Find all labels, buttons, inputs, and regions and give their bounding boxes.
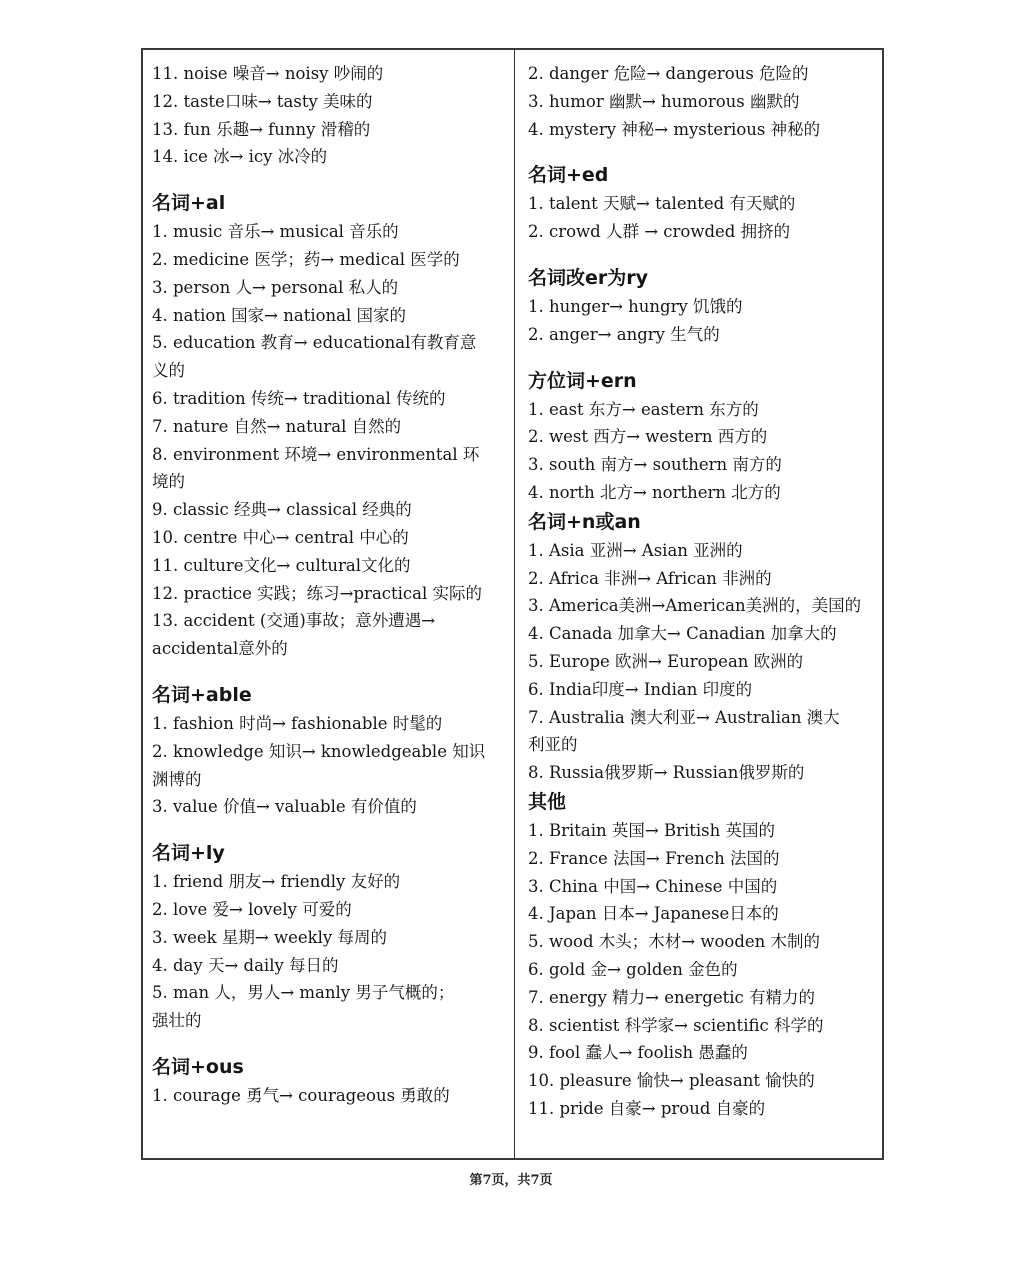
right-column — [528, 60, 878, 1123]
vocab-line: 2. danger 危险→ dangerous 危险的 — [528, 64, 809, 83]
vocab-line: 8. Russia俄罗斯→ Russian俄罗斯的 — [528, 763, 805, 783]
vocab-line: 2. love 爱→ lovely 可爱的 — [152, 899, 352, 919]
vocab-line: 4. Japan 日本→ Japanese日本的 — [528, 904, 779, 924]
vocab-line: 渊博的 — [152, 769, 202, 789]
vocab-line: 3. south 南方→ southern 南方的 — [528, 455, 782, 475]
vocab-line: accidental意外的 — [152, 639, 288, 659]
vocab-line: 4. day 天→ daily 每日的 — [152, 955, 339, 975]
vocab-line: 6. India印度→ Indian 印度的 — [528, 679, 753, 699]
vocab-line: 6. gold 金→ golden 金色的 — [528, 959, 738, 979]
section-heading: 名词+al — [152, 192, 226, 215]
vocab-line: 4. mystery 神秘→ mysterious 神秘的 — [528, 119, 821, 139]
vocab-line: 4. north 北方→ northern 北方的 — [528, 482, 781, 502]
vocab-line: 3. America美洲→American美洲的，美国的 — [528, 596, 862, 616]
section-heading: 名词改er为ry — [528, 266, 649, 289]
page-frame — [141, 48, 884, 1160]
vocab-line: 3. humor 幽默→ humorous 幽默的 — [528, 91, 800, 111]
vocab-line: 2. anger→ angry 生气的 — [528, 324, 720, 344]
column-divider — [514, 50, 515, 1158]
vocab-line: 7. Australia 澳大利亚→ Australian 澳大 — [528, 707, 840, 727]
vocab-line: 13. fun 乐趣→ funny 滑稽的 — [152, 119, 371, 139]
vocab-line: 境的 — [152, 472, 185, 492]
vocab-line: 13. accident (交通)事故；意外遭遇→ — [152, 611, 436, 631]
vocab-line: 8. environment 环境→ environmental 环 — [152, 444, 480, 464]
vocab-line: 利亚的 — [528, 735, 578, 755]
section-heading: 名词+ly — [152, 842, 225, 865]
vocab-line: 2. medicine 医学；药→ medical 医学的 — [152, 249, 460, 269]
vocab-line: 8. scientist 科学家→ scientific 科学的 — [528, 1015, 824, 1035]
vocab-line: 2. west 西方→ western 西方的 — [528, 427, 768, 447]
vocab-line: 1. hunger→ hungry 饥饿的 — [528, 296, 743, 316]
vocab-line: 1. east 东方→ eastern 东方的 — [528, 399, 759, 419]
section-heading: 名词+ous — [152, 1055, 244, 1078]
page-footer: 第7页，共7页 — [469, 1173, 553, 1188]
section-heading: 名词+n或an — [528, 510, 641, 533]
vocab-line: 11. pride 自豪→ proud 自豪的 — [528, 1098, 766, 1118]
vocab-line: 11. culture文化→ cultural文化的 — [152, 555, 411, 575]
vocab-line: 1. talent 天赋→ talented 有天赋的 — [528, 194, 796, 214]
vocab-line: 2. Africa 非洲→ African 非洲的 — [528, 568, 772, 588]
vocab-line: 3. China 中国→ Chinese 中国的 — [528, 876, 778, 896]
section-heading: 名词+ed — [528, 164, 609, 187]
vocab-line: 1. Britain 英国→ British 英国的 — [528, 820, 776, 840]
vocab-line: 5. man 人，男人→ manly 男子气概的； — [152, 983, 455, 1003]
vocab-line: 1. fashion 时尚→ fashionable 时髦的 — [152, 713, 443, 733]
vocab-line: 强壮的 — [152, 1011, 202, 1031]
vocab-line: 1. music 音乐→ musical 音乐的 — [152, 222, 399, 242]
left-column — [152, 60, 504, 1110]
vocab-line: 3. person 人→ personal 私人的 — [152, 277, 399, 297]
vocab-line: 3. value 价值→ valuable 有价值的 — [152, 797, 417, 817]
vocab-line: 7. energy 精力→ energetic 有精力的 — [528, 987, 815, 1007]
vocab-line: 7. nature 自然→ natural 自然的 — [152, 416, 402, 436]
vocab-line: 11. noise 噪音→ noisy 吵闹的 — [152, 64, 384, 83]
vocab-line: 1. friend 朋友→ friendly 友好的 — [152, 872, 401, 892]
vocab-line: 2. knowledge 知识→ knowledgeable 知识 — [152, 741, 486, 761]
section-heading: 方位词+ern — [528, 369, 637, 392]
vocab-line: 2. crowd 人群 → crowded 拥挤的 — [528, 222, 791, 242]
vocab-line: 1. courage 勇气→ courageous 勇敢的 — [152, 1085, 450, 1105]
section-heading: 名词+able — [152, 683, 252, 706]
vocab-line: 5. education 教育→ educational有教育意 — [152, 333, 477, 353]
vocab-line: 14. ice 冰→ icy 冰冷的 — [152, 147, 328, 167]
vocab-line: 10. centre 中心→ central 中心的 — [152, 527, 409, 547]
vocab-line: 5. wood 木头；木材→ wooden 木制的 — [528, 932, 821, 952]
vocab-line: 12. taste口味→ tasty 美味的 — [152, 91, 373, 111]
vocab-line: 义的 — [152, 361, 185, 381]
vocab-line: 5. Europe 欧洲→ European 欧洲的 — [528, 651, 804, 671]
vocab-line: 3. week 星期→ weekly 每周的 — [152, 927, 387, 947]
vocab-line: 1. Asia 亚洲→ Asian 亚洲的 — [528, 540, 743, 560]
section-heading: 其他 — [528, 790, 567, 813]
vocab-line: 10. pleasure 愉快→ pleasant 愉快的 — [528, 1071, 815, 1091]
vocab-line: 9. classic 经典→ classical 经典的 — [152, 500, 412, 520]
vocab-line: 9. fool 蠢人→ foolish 愚蠢的 — [528, 1043, 748, 1063]
vocab-line: 2. France 法国→ French 法国的 — [528, 848, 780, 868]
vocab-line: 12. practice 实践；练习→practical 实际的 — [152, 583, 483, 603]
vocab-line: 4. nation 国家→ national 国家的 — [152, 305, 407, 325]
vocab-line: 6. tradition 传统→ traditional 传统的 — [152, 388, 446, 408]
vocab-line: 4. Canada 加拿大→ Canadian 加拿大的 — [528, 624, 837, 644]
